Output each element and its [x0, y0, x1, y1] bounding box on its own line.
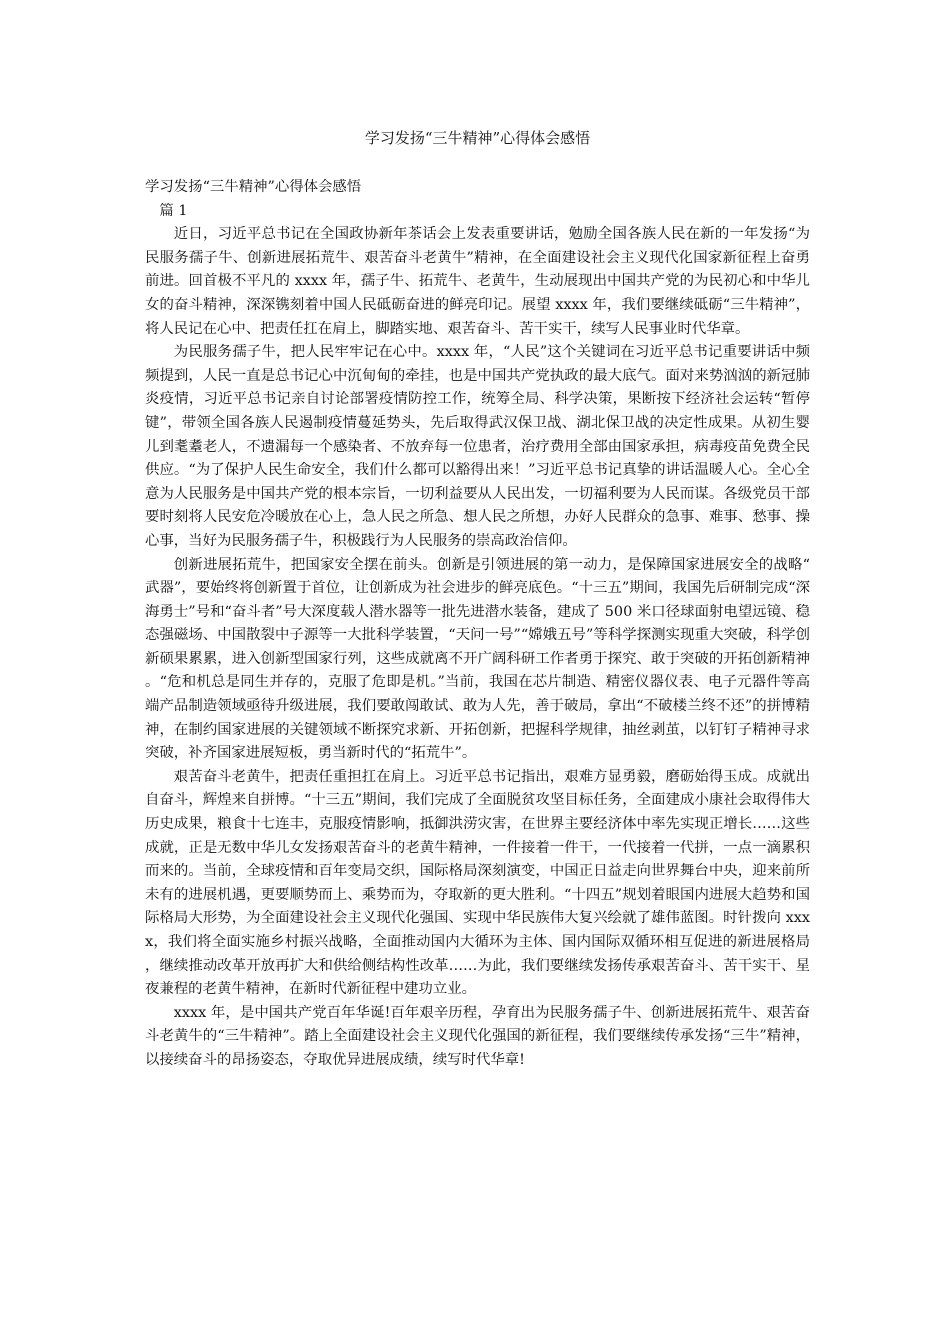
section-label: 篇 1	[159, 202, 188, 219]
paragraph-1: 近日，习近平总书记在全国政协新年茶话会上发表重要讲话，勉励全国各族人民在新的一年发扬“为民服务孺子牛、创新进展拓荒牛、艰苦奋斗老黄牛”精神，在全面建设社会主义现代化国家新征程上奋勇前进。回首极不平凡的 xxxx 年，孺子牛、拓荒牛、老黄牛，生动展现出中国共产党的为民初心和中华儿女的奋斗精神，深深镌刻着中国人民砥砺奋进的鲜亮印记。展望 xxxx 年，我们要继续砥砺“三牛精神”，将人民记在心中、把责任扛在肩上，脚踏实地、艰苦奋斗、苦干实干，续写人民事业时代华章。	[145, 226, 810, 337]
document-subtitle: 学习发扬“三牛精神”心得体会感悟	[145, 179, 362, 195]
paragraph-4: 艰苦奋斗老黄牛，把责任重担扛在肩上。习近平总书记指出，艰难方显勇毅，磨砺始得玉成。成就出自奋斗，辉煌来自拼博。“十三五”期间，我们完成了全面脱贫攻坚目标任务，全面建成小康社会取得伟大历史成果，粮食十七连丰，克服疫情影响，抵御洪涝灾害，在世界主要经济体中率先实现正增长……这些成就，正是无数中华儿女发扬艰苦奋斗的老黄牛精神，一件接着一件干，一代接着一代拼，一点一滴累积而来的。当前，全球疫情和百年变局交织，国际格局深刻演变，中国正日益走向世界舞台中央，迎来前所未有的进展机遇，更要顺势而上、乘势而为，夺取新的更大胜利。“十四五”规划着眼国内进展大趋势和国际格局大形势，为全面建设社会主义现代化强国、实现中华民族伟大复兴绘就了雄伟蓝图。时针拨向 xxxx，我们将全面实施乡村振兴战略，全面推动国内大循环为主体、国内国际双循环相互促进的新进展格局，继续推动改革开放再扩大和供给侧结构性改革……为此，我们要继续发扬传承艰苦奋斗、苦干实干、星夜兼程的老黄牛精神，在新时代新征程中建功立业。	[145, 768, 810, 998]
paragraph-2: 为民服务孺子牛，把人民牢牢记在心中。xxxx 年，“人民”这个关键词在习近平总书记重要讲话中频频提到，人民一直是总书记心中沉甸甸的牵挂，也是中国共产党执政的最大底气。面对来势汹汹的新冠肺炎疫情，习近平总书记亲自讨论部署疫情防控工作，统筹全局、科学决策，果断按下经济社会运转“暂停键”，带领全国各族人民遏制疫情蔓延势头，先后取得武汉保卫战、湖北保卫战的决定性成果。从初生婴儿到耄耋老人，不遗漏每一个感染者、不放弃每一位患者，治疗费用全部由国家承担，病毒疫苗免费全民供应。“为了保护人民生命安全，我们什么都可以豁得出来！”习近平总书记真挚的讲话温暖人心。全心全意为人民服务是中国共产党的根本宗旨，一切利益要从人民出发，一切福利要为人民而谋。各级党员干部要时刻将人民安危冷暖放在心上，急人民之所急、想人民之所想，办好人民群众的急事、难事、愁事、操心事，当好为民服务孺子牛，积极践行为人民服务的崇高政治信仰。	[145, 344, 810, 549]
document-body	[145, 176, 810, 1073]
paragraph-3: 创新进展拓荒牛，把国家安全摆在前头。创新是引领进展的第一动力，是保障国家进展安全的战略“武器”，要始终将创新置于首位，让创新成为社会进步的鲜亮底色。“十三五”期间，我国先后研制完成“深海勇士”号和“奋斗者”号大深度载人潜水器等一批先进潜水装备，建成了 500 米口径球面射电望远镜、稳态强磁场、中国散裂中子源等一大批科学装置，“天问一号”“嫦娥五号”等科学探测实现重大突破，科学创新硕果累累，进入创新型国家行列，这些成就离不开广阔科研工作者勇于探究、敢于突破的开拓创新精神。“危和机总是同生并存的，克服了危即是机。”当前，我国在芯片制造、精密仪器仪表、电子元器件等高端产品制造领域亟待升级进展，我们要敢闯敢试、敢为人先，善于破局，拿出“不破楼兰终不还”的拼博精神，在制约国家进展的关键领域不断探究求新、开拓创新，把握科学规律，抽丝剥茧，以钉钉子精神寻求突破，补齐国家进展短板，勇当新时代的“拓荒牛”。	[145, 556, 810, 762]
document-title: 学习发扬“三牛精神”心得体会感悟	[364, 129, 591, 147]
paragraph-5: xxxx 年，是中国共产党百年华诞!百年艰辛历程，孕育出为民服务孺子牛、创新进展拓荒牛、艰苦奋斗老黄牛的“三牛精神”。踏上全面建设社会主义现代化强国的新征程，我们要继续传承发扬“三牛”精神，以接续奋斗的昂扬姿态，夺取优异进展成绩，续写时代华章!	[145, 1004, 810, 1068]
